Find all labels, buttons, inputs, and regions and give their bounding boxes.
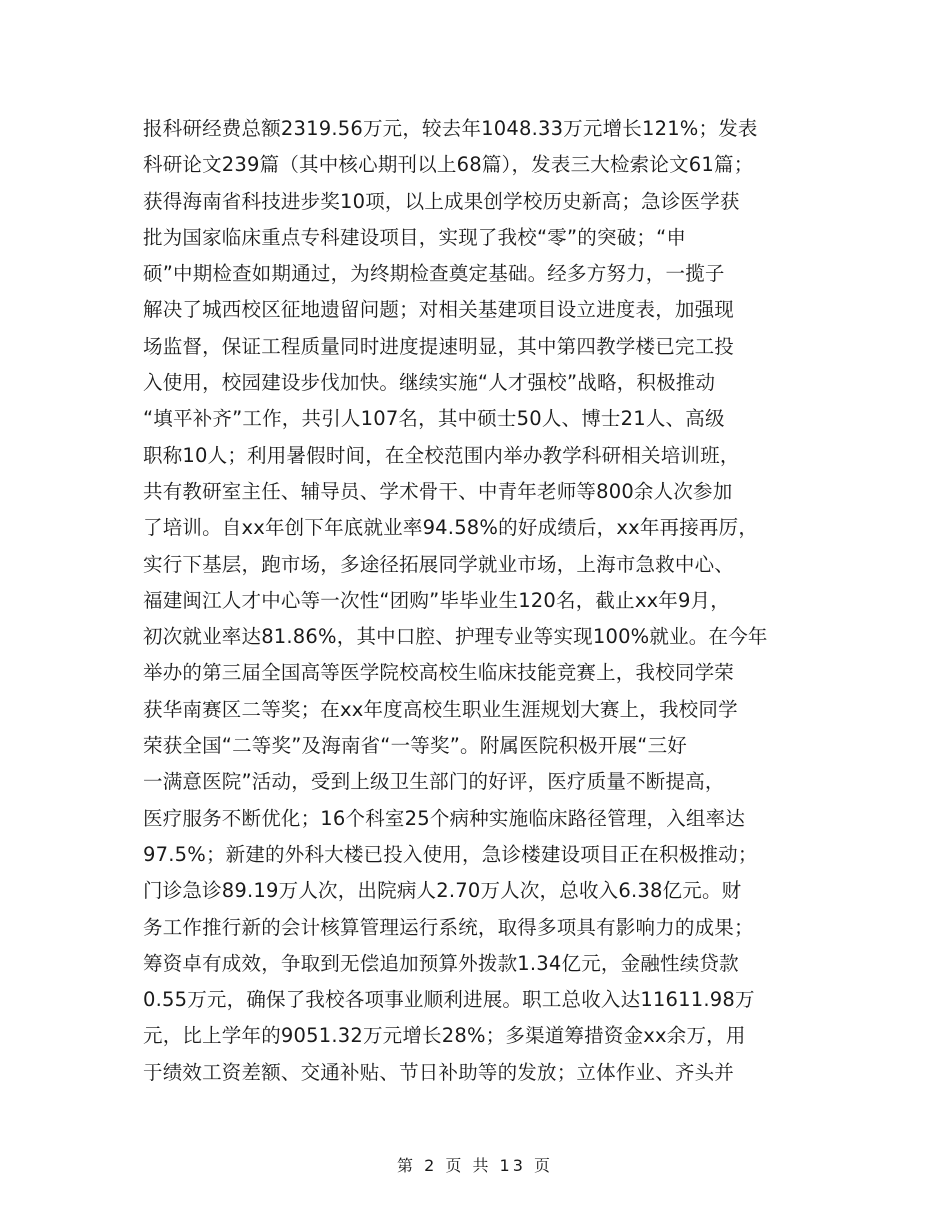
text-line: 报科研经费总额2319.56万元，较去年1048.33万元增长121%；发表 [143, 117, 758, 140]
text-line: 筹资卓有成效，争取到无偿追加预算外拨款1.34亿元，金融性续贷款 [143, 951, 739, 975]
text-line: 医疗服务不断优化；16个科室25个病种实施临床路径管理，入组率达 [143, 806, 746, 830]
text-line: 荣获全国“二等奖”及海南省“一等奖”。附属医院积极开展“三好 [143, 734, 688, 758]
text-line: 解决了城西校区征地遗留问题；对相关基建项目设立进度表，加强现 [143, 298, 735, 322]
text-line: 了培训。自xx年创下年底就业率94.58%的好成绩后，xx年再接再厉， [143, 516, 759, 540]
text-line: “填平补齐”工作，共引人107名，其中硕士50人、博士21人、高级 [143, 407, 725, 431]
text-line: 获得海南省科技进步奖10项，以上成果创学校历史新高；急诊医学获 [143, 189, 740, 213]
text-line: 场监督，保证工程质量同时进度提速明显，其中第四教学楼已完工投 [143, 334, 735, 358]
text-line: 科研论文239篇（其中核心期刊以上68篇），发表三大检索论文61篇； [143, 153, 754, 177]
body-text [143, 111, 823, 1091]
text-line: 务工作推行新的会计核算管理运行系统，取得多项具有影响力的成果； [143, 915, 754, 939]
text-line: 一满意医院”活动，受到上级卫生部门的好评，医疗质量不断提高， [143, 770, 725, 794]
text-line: 硕”中期检查如期通过，为终期检查奠定基础。经多方努力，一揽子 [143, 262, 725, 286]
text-line: 福建闽江人才中心等一次性“团购”毕毕业生120名，截止xx年9月， [143, 588, 731, 612]
text-line: 初次就业率达81.86%，其中口腔、护理专业等实现100%就业。在今年 [143, 625, 768, 649]
text-line: 批为国家临床重点专科建设项目，实现了我校“零”的突破；“申 [143, 225, 687, 249]
text-line: 入使用，校园建设步伐加快。继续实施“人才强校”战略，积极推动 [143, 371, 716, 395]
text-line: 元，比上学年的9051.32万元增长28%；多渠道筹措资金xx余万，用 [143, 1024, 746, 1048]
text-line: 获华南赛区二等奖；在xx年度高校生职业生涯规划大赛上，我校同学 [143, 697, 738, 721]
text-line: 97.5%；新建的外科大楼已投入使用，急诊楼建设项目正在积极推动； [143, 842, 758, 866]
text-line: 举办的第三届全国高等医学院校高校生临床技能竞赛上，我校同学荣 [143, 661, 735, 685]
text-line: 实行下基层，跑市场，多途径拓展同学就业市场，上海市急救中心、 [143, 552, 735, 576]
text-line: 0.55万元，确保了我校各项事业顺利进展。职工总收入达11611.98万 [143, 988, 755, 1012]
page-number-footer: 第 2 页 共 13 页 [397, 1156, 553, 1175]
text-line: 职称10人；利用暑假时间，在全校范围内举办教学科研相关培训班， [143, 443, 740, 467]
text-line: 共有教研室主任、辅导员、学术骨干、中青年老师等800余人次参加 [143, 479, 733, 503]
text-line: 门诊急诊89.19万人次，出院病人2.70万人次，总收入6.38亿元。财 [143, 879, 742, 903]
text-line: 于绩效工资差额、交通补贴、节日补助等的发放；立体作业、齐头并 [143, 1060, 735, 1084]
